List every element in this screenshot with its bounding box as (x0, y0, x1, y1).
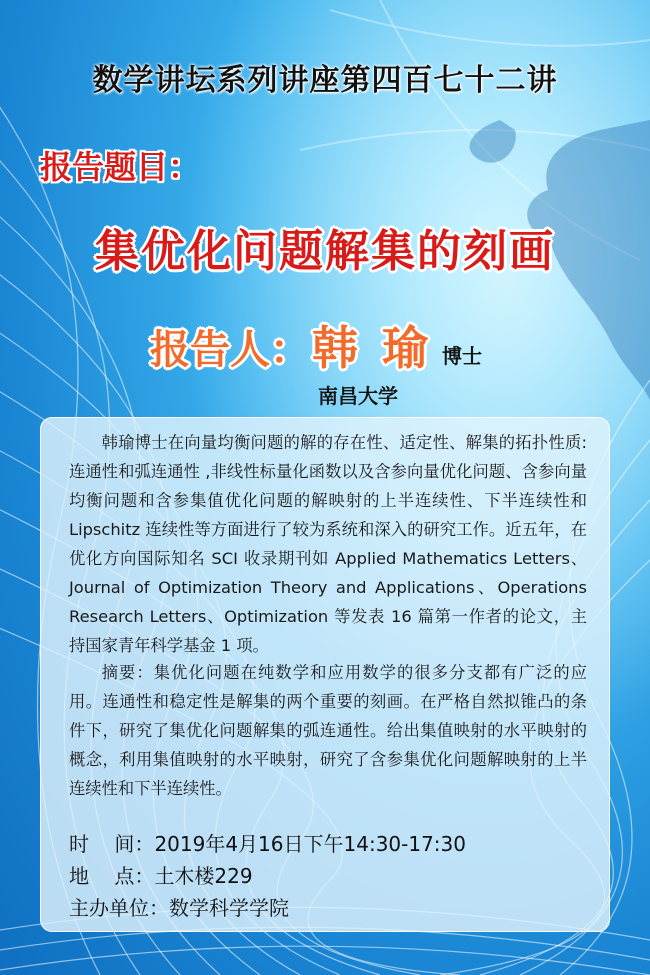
place-value: 土木楼229 (154, 864, 253, 888)
speaker-label: 报告人： (150, 327, 310, 373)
host-value: 数学科学学院 (169, 896, 289, 920)
info-panel (40, 417, 610, 932)
time-label: 时 间： (69, 832, 155, 856)
place-label: 地 点： (69, 864, 155, 888)
series-title: 数学讲坛系列讲座第四百七十二讲 (92, 63, 558, 98)
place-row (69, 860, 253, 889)
speaker-name: 韩瑜 (312, 321, 452, 375)
time-row (69, 828, 466, 857)
topic-label: 报告题目： (40, 148, 201, 186)
host-label: 主办单位： (69, 896, 169, 920)
host-row (69, 892, 289, 921)
speaker-affiliation: 南昌大学 (318, 384, 398, 408)
talk-title: 集优化问题解集的刻画 (95, 226, 555, 277)
time-value: 2019年4月16日下午14:30-17:30 (154, 832, 466, 856)
talk-abstract: 摘要：集优化问题在纯数学和应用数学的很多分支都有广泛的应用。连通性和稳定性是解集的两个重要的刻画。在严格自然拟锥凸的条件下，研究了集优化问题解集的弧连通性。给出集值映射的水平映射的概念，利用集值映射的水平映射，研究了含参集优化问题解映射的上半连续性和下半连续性。 (69, 663, 587, 798)
speaker-title: 博士 (442, 344, 482, 368)
speaker-bio: 韩瑜博士在向量均衡问题的解的存在性、适定性、解集的拓扑性质:连通性和弧连通性 ,非线性标量化函数以及含参向量优化问题、含参向量均衡问题和含参集值优化问题的解映射的上半连续性、下半连续性和 Lipschitz 连续性等方面进行了较为系统和深入的研究工作。近五年，在优化方向国际知名 SCI 收录期刊如 Applied Mathematics Letters、Journal of Optimization Theory and Applications、Operations Research Letters、Optimization 等发表 16 篇第一作者的论文，主持国家青年科学基金 1 项。 (69, 433, 587, 655)
